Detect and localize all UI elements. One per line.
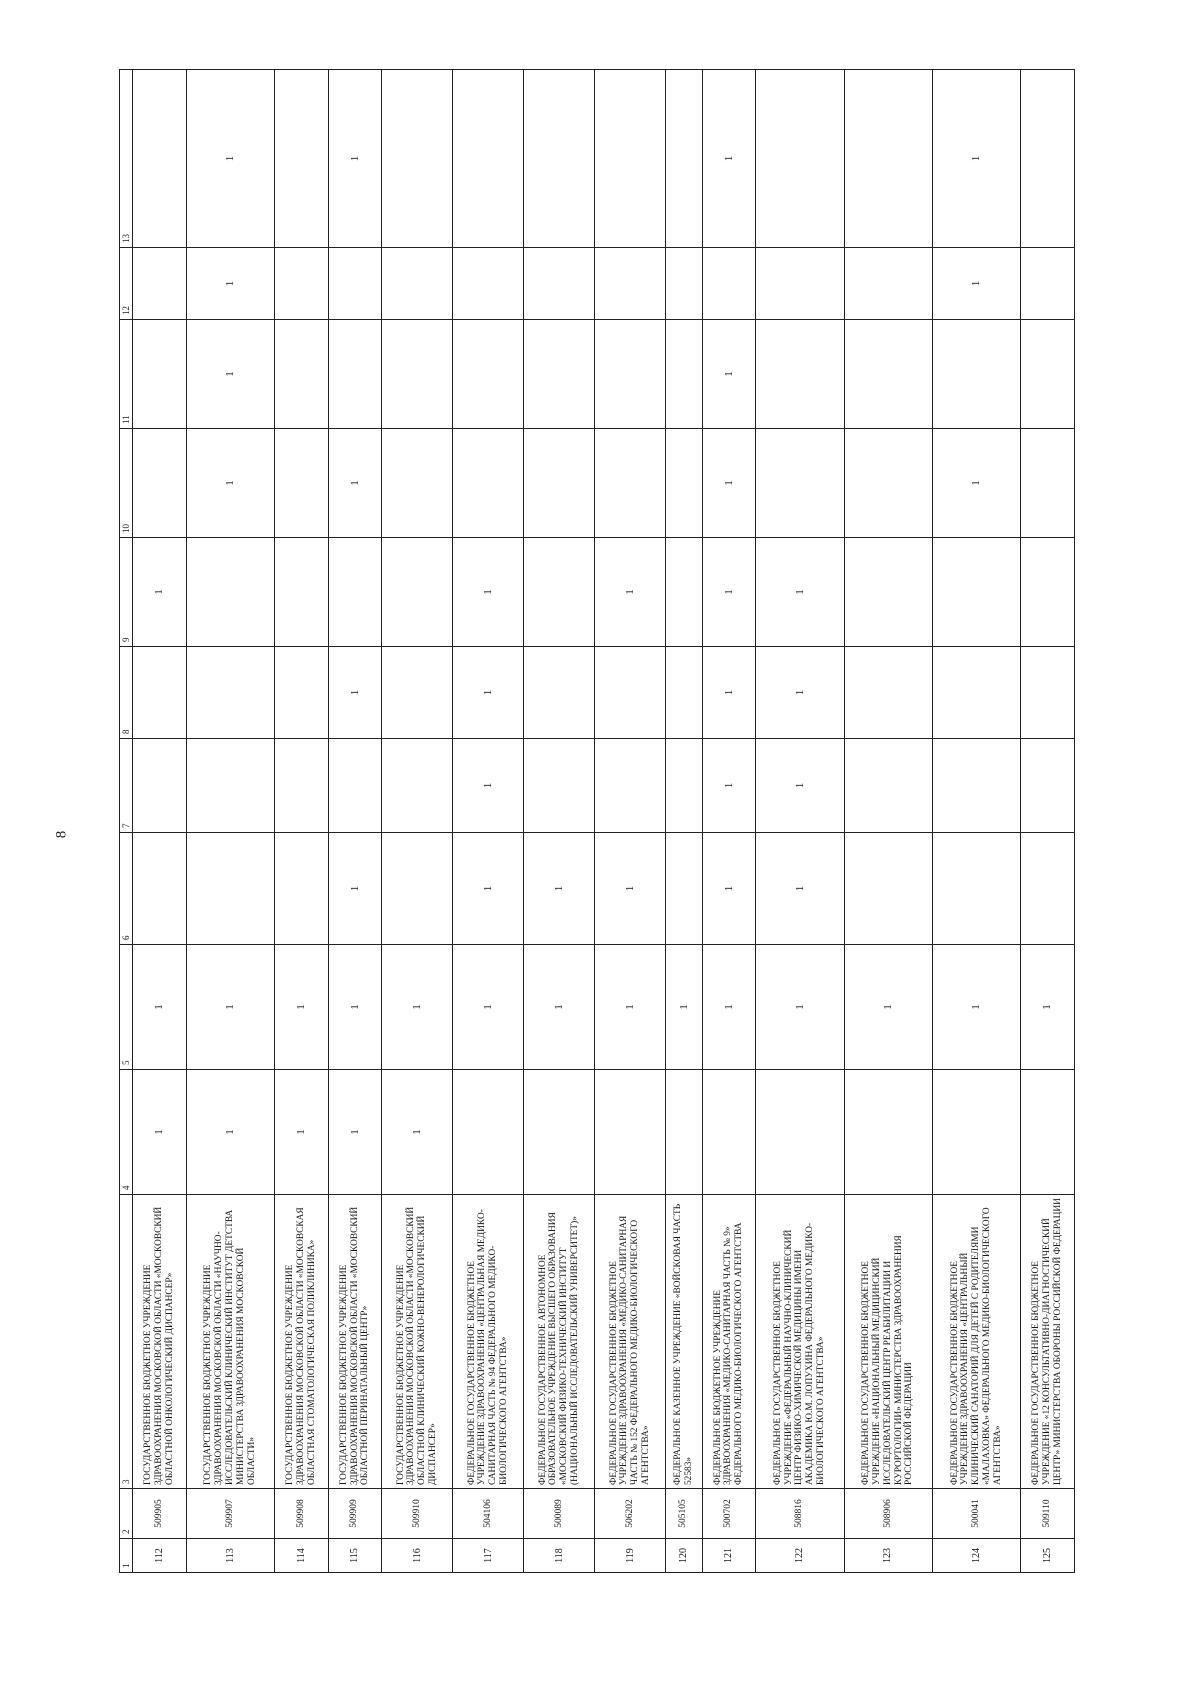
mark-cell-7: [666, 739, 702, 833]
code-cell: 509110: [1021, 1489, 1075, 1539]
mark-cell-11: [274, 320, 328, 429]
mark-cell-4: [666, 1070, 702, 1195]
mark-cell-8: 1: [328, 647, 382, 739]
mark-cell-8: [186, 647, 274, 739]
organization-name-cell: ФЕДЕРАЛЬНОЕ ГОСУДАРСТВЕННОЕ БЮДЖЕТНОЕ УЧРЕЖДЕНИЕ «НАЦИОНАЛЬНЫЙ МЕДИЦИНСКИЙ ИССЛЕДОВАТЕЛЬСКИЙ ЦЕНТР РЕАБИЛИТАЦИИ И КУРОРТОЛОГИИ» МИНИСТЕРСТВА ЗДРАВООХРАНЕНИЯ РОССИЙСКОЙ ФЕДЕРАЦИИ: [844, 1195, 932, 1489]
mark-cell-8: [133, 647, 187, 739]
row-number-cell: 113: [186, 1539, 274, 1573]
mark-cell-10: [595, 429, 666, 538]
mark-cell-4: [1021, 1070, 1075, 1195]
mark-cell-8: [382, 647, 453, 739]
mark-cell-4: 1: [382, 1070, 453, 1195]
mark-cell-10: [133, 429, 187, 538]
mark-cell-5: 1: [274, 945, 328, 1070]
table-row: [453, 70, 524, 1573]
row-number-cell: 125: [1021, 1539, 1075, 1573]
mark-cell-13: 1: [186, 70, 274, 248]
mark-cell-9: 1: [756, 538, 844, 647]
code-cell: 500089: [524, 1489, 595, 1539]
table-row: [186, 70, 274, 1573]
mark-cell-11: [382, 320, 453, 429]
mark-cell-5: 1: [328, 945, 382, 1070]
mark-cell-12: [702, 248, 756, 320]
mark-cell-7: [274, 739, 328, 833]
mark-cell-13: [666, 70, 702, 248]
mark-cell-4: [524, 1070, 595, 1195]
row-number-cell: 114: [274, 1539, 328, 1573]
page-number: 8: [53, 830, 70, 839]
code-cell: 505105: [666, 1489, 702, 1539]
mark-cell-12: [453, 248, 524, 320]
mark-cell-5: 1: [756, 945, 844, 1070]
mark-cell-12: [595, 248, 666, 320]
organization-name-cell: ФЕДЕРАЛЬНОЕ ГОСУДАРСТВЕННОЕ БЮДЖЕТНОЕ УЧРЕЖДЕНИЕ «12 КОНСУЛЬТАТИВНО-ДИАГНОСТИЧЕСКИЙ ЦЕНТР» МИНИСТЕРСТВА ОБОРОНЫ РОССИЙСКОЙ ФЕДЕРАЦИИ: [1021, 1195, 1075, 1489]
mark-cell-5: 1: [702, 945, 756, 1070]
mark-cell-4: [932, 1070, 1020, 1195]
row-number-cell: 122: [756, 1539, 844, 1573]
mark-cell-5: 1: [595, 945, 666, 1070]
mark-cell-8: [595, 647, 666, 739]
mark-cell-8: [844, 647, 932, 739]
table-row: [702, 70, 756, 1573]
header-row: [120, 70, 133, 1573]
mark-cell-9: 1: [133, 538, 187, 647]
mark-cell-9: [1021, 538, 1075, 647]
mark-cell-13: [1021, 70, 1075, 248]
mark-cell-8: [666, 647, 702, 739]
row-number-cell: 118: [524, 1539, 595, 1573]
mark-cell-6: [133, 833, 187, 945]
mark-cell-10: 1: [328, 429, 382, 538]
column-header: 12: [120, 248, 133, 320]
mark-cell-4: 1: [186, 1070, 274, 1195]
mark-cell-12: [1021, 248, 1075, 320]
mark-cell-8: [274, 647, 328, 739]
code-cell: 506202: [595, 1489, 666, 1539]
mark-cell-8: [524, 647, 595, 739]
mark-cell-13: [453, 70, 524, 248]
mark-cell-6: 1: [453, 833, 524, 945]
mark-cell-9: 1: [595, 538, 666, 647]
table-row: [524, 70, 595, 1573]
column-header: 10: [120, 429, 133, 538]
column-header: 2: [120, 1489, 133, 1539]
organization-name-cell: ФЕДЕРАЛЬНОЕ БЮДЖЕТНОЕ УЧРЕЖДЕНИЕ ЗДРАВООХРАНЕНИЯ «МЕДИКО-САНИТАРНАЯ ЧАСТЬ № 9» ФЕДЕРАЛЬНОГО МЕДИКО-БИОЛОГИЧЕСКОГО АГЕНТСТВА: [702, 1195, 756, 1489]
mark-cell-7: [932, 739, 1020, 833]
mark-cell-7: 1: [702, 739, 756, 833]
mark-cell-13: [595, 70, 666, 248]
organization-name-cell: ГОСУДАРСТВЕННОЕ БЮДЖЕТНОЕ УЧРЕЖДЕНИЕ ЗДРАВООХРАНЕНИЯ МОСКОВСКОЙ ОБЛАСТИ «МОСКОВСКИЙ ОБЛАСТНОЙ ПЕРИНАТАЛЬНЫЙ ЦЕНТР»: [328, 1195, 382, 1489]
code-cell: 508906: [844, 1489, 932, 1539]
mark-cell-10: [666, 429, 702, 538]
mark-cell-12: [756, 248, 844, 320]
mark-cell-13: [274, 70, 328, 248]
mark-cell-9: [666, 538, 702, 647]
mark-cell-9: 1: [702, 538, 756, 647]
organization-name-cell: ГОСУДАРСТВЕННОЕ БЮДЖЕТНОЕ УЧРЕЖДЕНИЕ ЗДРАВООХРАНЕНИЯ МОСКОВСКОЙ ОБЛАСТИ «МОСКОВСКИЙ ОБЛАСТНОЙ ОНКОЛОГИЧЕСКИЙ ДИСПАНСЕР»: [133, 1195, 187, 1489]
mark-cell-9: [382, 538, 453, 647]
mark-cell-11: [328, 320, 382, 429]
organization-name-cell: ГОСУДАРСТВЕННОЕ БЮДЖЕТНОЕ УЧРЕЖДЕНИЕ ЗДРАВООХРАНЕНИЯ МОСКОВСКОЙ ОБЛАСТИ «МОСКОВСКАЯ ОБЛАСТНАЯ СТОМАТОЛОГИЧЕСКАЯ ПОЛИКЛИНИКА»: [274, 1195, 328, 1489]
mark-cell-6: 1: [524, 833, 595, 945]
mark-cell-11: [453, 320, 524, 429]
organization-name-cell: ФЕДЕРАЛЬНОЕ ГОСУДАРСТВЕННОЕ БЮДЖЕТНОЕ УЧРЕЖДЕНИЕ ЗДРАВООХРАНЕНИЯ «ЦЕНТРАЛЬНЫЙ КЛИНИЧЕСКИЙ САНАТОРИЙ ДЛЯ ДЕТЕЙ С РОДИТЕЛЯМИ «МАЛАХОВКА» ФЕДЕРАЛЬНОГО МЕДИКО-БИОЛОГИЧЕСКОГО АГЕНТСТВА»: [932, 1195, 1020, 1489]
row-number-cell: 124: [932, 1539, 1020, 1573]
organization-name-cell: ГОСУДАРСТВЕННОЕ БЮДЖЕТНОЕ УЧРЕЖДЕНИЕ ЗДРАВООХРАНЕНИЯ МОСКОВСКОЙ ОБЛАСТИ «НАУЧНО-ИССЛЕДОВАТЕЛЬСКИЙ КЛИНИЧЕСКИЙ ИНСТИТУТ ДЕТСТВА МИНИСТЕРСТВА ЗДРАВООХРАНЕНИЯ МОСКОВСКОЙ ОБЛАСТИ»: [186, 1195, 274, 1489]
mark-cell-10: [453, 429, 524, 538]
mark-cell-10: [382, 429, 453, 538]
mark-cell-9: 1: [453, 538, 524, 647]
mark-cell-12: [524, 248, 595, 320]
column-header: 4: [120, 1070, 133, 1195]
organizations-table: [119, 69, 1075, 1573]
mark-cell-7: [328, 739, 382, 833]
code-cell: 509907: [186, 1489, 274, 1539]
mark-cell-5: 1: [844, 945, 932, 1070]
mark-cell-10: 1: [186, 429, 274, 538]
mark-cell-5: 1: [1021, 945, 1075, 1070]
mark-cell-10: [1021, 429, 1075, 538]
mark-cell-4: [756, 1070, 844, 1195]
mark-cell-10: [844, 429, 932, 538]
mark-cell-11: 1: [702, 320, 756, 429]
mark-cell-9: [274, 538, 328, 647]
mark-cell-5: 1: [666, 945, 702, 1070]
mark-cell-13: 1: [932, 70, 1020, 248]
code-cell: 508816: [756, 1489, 844, 1539]
mark-cell-7: [382, 739, 453, 833]
mark-cell-4: 1: [133, 1070, 187, 1195]
column-header: 9: [120, 538, 133, 647]
row-number-cell: 123: [844, 1539, 932, 1573]
mark-cell-6: [1021, 833, 1075, 945]
mark-cell-11: [756, 320, 844, 429]
mark-cell-10: [274, 429, 328, 538]
table-row: [274, 70, 328, 1573]
mark-cell-12: [666, 248, 702, 320]
mark-cell-4: [844, 1070, 932, 1195]
code-cell: 509908: [274, 1489, 328, 1539]
mark-cell-7: [1021, 739, 1075, 833]
mark-cell-7: 1: [453, 739, 524, 833]
mark-cell-8: [1021, 647, 1075, 739]
mark-cell-11: [932, 320, 1020, 429]
mark-cell-6: [186, 833, 274, 945]
mark-cell-4: 1: [274, 1070, 328, 1195]
table-row: [844, 70, 932, 1573]
organization-name-cell: ФЕДЕРАЛЬНОЕ ГОСУДАРСТВЕННОЕ БЮДЖЕТНОЕ УЧРЕЖДЕНИЕ ЗДРАВООХРАНЕНИЯ «МЕДИКО-САНИТАРНАЯ ЧАСТЬ № 152 ФЕДЕРАЛЬНОГО МЕДИКО-БИОЛОГИЧЕСКОГО АГЕНТСТВА»: [595, 1195, 666, 1489]
mark-cell-7: [844, 739, 932, 833]
mark-cell-11: [844, 320, 932, 429]
row-number-cell: 121: [702, 1539, 756, 1573]
mark-cell-7: [524, 739, 595, 833]
mark-cell-13: [133, 70, 187, 248]
mark-cell-7: 1: [756, 739, 844, 833]
mark-cell-4: [453, 1070, 524, 1195]
code-cell: 500702: [702, 1489, 756, 1539]
row-number-cell: 119: [595, 1539, 666, 1573]
code-cell: 509909: [328, 1489, 382, 1539]
mark-cell-6: [274, 833, 328, 945]
mark-cell-9: [844, 538, 932, 647]
mark-cell-9: [186, 538, 274, 647]
mark-cell-5: 1: [133, 945, 187, 1070]
mark-cell-13: 1: [328, 70, 382, 248]
mark-cell-8: 1: [453, 647, 524, 739]
code-cell: 500041: [932, 1489, 1020, 1539]
mark-cell-11: [524, 320, 595, 429]
mark-cell-9: [932, 538, 1020, 647]
mark-cell-7: [186, 739, 274, 833]
row-number-cell: 116: [382, 1539, 453, 1573]
table-body: [133, 70, 1075, 1573]
mark-cell-13: [524, 70, 595, 248]
table-row: [133, 70, 187, 1573]
mark-cell-10: 1: [932, 429, 1020, 538]
mark-cell-13: [382, 70, 453, 248]
mark-cell-12: [844, 248, 932, 320]
table-row: [595, 70, 666, 1573]
code-cell: 504106: [453, 1489, 524, 1539]
mark-cell-12: [382, 248, 453, 320]
mark-cell-12: [328, 248, 382, 320]
mark-cell-6: [844, 833, 932, 945]
mark-cell-12: [274, 248, 328, 320]
column-header: 7: [120, 739, 133, 833]
mark-cell-11: [595, 320, 666, 429]
organization-name-cell: ФЕДЕРАЛЬНОЕ ГОСУДАРСТВЕННОЕ БЮДЖЕТНОЕ УЧРЕЖДЕНИЕ «ФЕДЕРАЛЬНЫЙ НАУЧНО-КЛИНИЧЕСКИЙ ЦЕНТР ФИЗИКО-ХИМИЧЕСКОЙ МЕДИЦИНЫ ИМЕНИ АКАДЕМИКА Ю.М. ЛОПУХИНА ФЕДЕРАЛЬНОГО МЕДИКО-БИОЛОГИЧЕСКОГО АГЕНТСТВА»: [756, 1195, 844, 1489]
mark-cell-13: 1: [702, 70, 756, 248]
mark-cell-7: [133, 739, 187, 833]
mark-cell-8: 1: [702, 647, 756, 739]
mark-cell-8: [932, 647, 1020, 739]
mark-cell-5: 1: [453, 945, 524, 1070]
mark-cell-9: [328, 538, 382, 647]
mark-cell-13: [844, 70, 932, 248]
table-row: [756, 70, 844, 1573]
organization-name-cell: ФЕДЕРАЛЬНОЕ КАЗЕННОЕ УЧРЕЖДЕНИЕ «ВОЙСКОВАЯ ЧАСТЬ 52583»: [666, 1195, 702, 1489]
mark-cell-10: 1: [702, 429, 756, 538]
table-row: [382, 70, 453, 1573]
row-number-cell: 117: [453, 1539, 524, 1573]
mark-cell-10: [756, 429, 844, 538]
mark-cell-5: 1: [382, 945, 453, 1070]
organization-name-cell: ФЕДЕРАЛЬНОЕ ГОСУДАРСТВЕННОЕ АВТОНОМНОЕ ОБРАЗОВАТЕЛЬНОЕ УЧРЕЖДЕНИЕ ВЫСШЕГО ОБРАЗОВАНИЯ «МОСКОВСКИЙ ФИЗИКО-ТЕХНИЧЕСКИЙ ИНСТИТУТ (НАЦИОНАЛЬНЫЙ ИССЛЕДОВАТЕЛЬСКИЙ УНИВЕРСИТЕТ)»: [524, 1195, 595, 1489]
row-number-cell: 115: [328, 1539, 382, 1573]
mark-cell-11: [666, 320, 702, 429]
column-header: 6: [120, 833, 133, 945]
mark-cell-11: [133, 320, 187, 429]
table-row: [1021, 70, 1075, 1573]
mark-cell-13: [756, 70, 844, 248]
mark-cell-6: 1: [328, 833, 382, 945]
column-header: 5: [120, 945, 133, 1070]
mark-cell-6: [666, 833, 702, 945]
table-header: [120, 70, 133, 1573]
mark-cell-6: [932, 833, 1020, 945]
mark-cell-11: 1: [186, 320, 274, 429]
mark-cell-5: 1: [524, 945, 595, 1070]
mark-cell-8: 1: [756, 647, 844, 739]
code-cell: 509905: [133, 1489, 187, 1539]
rotated-table-container: [119, 70, 1075, 1573]
mark-cell-11: [1021, 320, 1075, 429]
mark-cell-12: 1: [186, 248, 274, 320]
mark-cell-5: 1: [186, 945, 274, 1070]
table-row: [932, 70, 1020, 1573]
organization-name-cell: ФЕДЕРАЛЬНОЕ ГОСУДАРСТВЕННОЕ БЮДЖЕТНОЕ УЧРЕЖДЕНИЕ ЗДРАВООХРАНЕНИЯ «ЦЕНТРАЛЬНАЯ МЕДИКО-САНИТАРНАЯ ЧАСТЬ № 94 ФЕДЕРАЛЬНОГО МЕДИКО-БИОЛОГИЧЕСКОГО АГЕНТСТВА»: [453, 1195, 524, 1489]
mark-cell-6: [382, 833, 453, 945]
table-row: [666, 70, 702, 1573]
mark-cell-9: [524, 538, 595, 647]
column-header: 3: [120, 1195, 133, 1489]
mark-cell-6: 1: [702, 833, 756, 945]
mark-cell-4: 1: [328, 1070, 382, 1195]
mark-cell-4: [702, 1070, 756, 1195]
mark-cell-12: [133, 248, 187, 320]
organization-name-cell: ГОСУДАРСТВЕННОЕ БЮДЖЕТНОЕ УЧРЕЖДЕНИЕ ЗДРАВООХРАНЕНИЯ МОСКОВСКОЙ ОБЛАСТИ «МОСКОВСКИЙ ОБЛАСТНОЙ КЛИНИЧЕСКИЙ КОЖНО-ВЕНЕРОЛОГИЧЕСКИЙ ДИСПАНСЕР»: [382, 1195, 453, 1489]
mark-cell-4: [595, 1070, 666, 1195]
column-header: 13: [120, 70, 133, 248]
column-header: 1: [120, 1539, 133, 1573]
mark-cell-10: [524, 429, 595, 538]
row-number-cell: 112: [133, 1539, 187, 1573]
code-cell: 509910: [382, 1489, 453, 1539]
mark-cell-12: 1: [932, 248, 1020, 320]
row-number-cell: 120: [666, 1539, 702, 1573]
mark-cell-6: 1: [756, 833, 844, 945]
mark-cell-5: 1: [932, 945, 1020, 1070]
mark-cell-7: [595, 739, 666, 833]
mark-cell-6: 1: [595, 833, 666, 945]
column-header: 8: [120, 647, 133, 739]
column-header: 11: [120, 320, 133, 429]
table-row: [328, 70, 382, 1573]
